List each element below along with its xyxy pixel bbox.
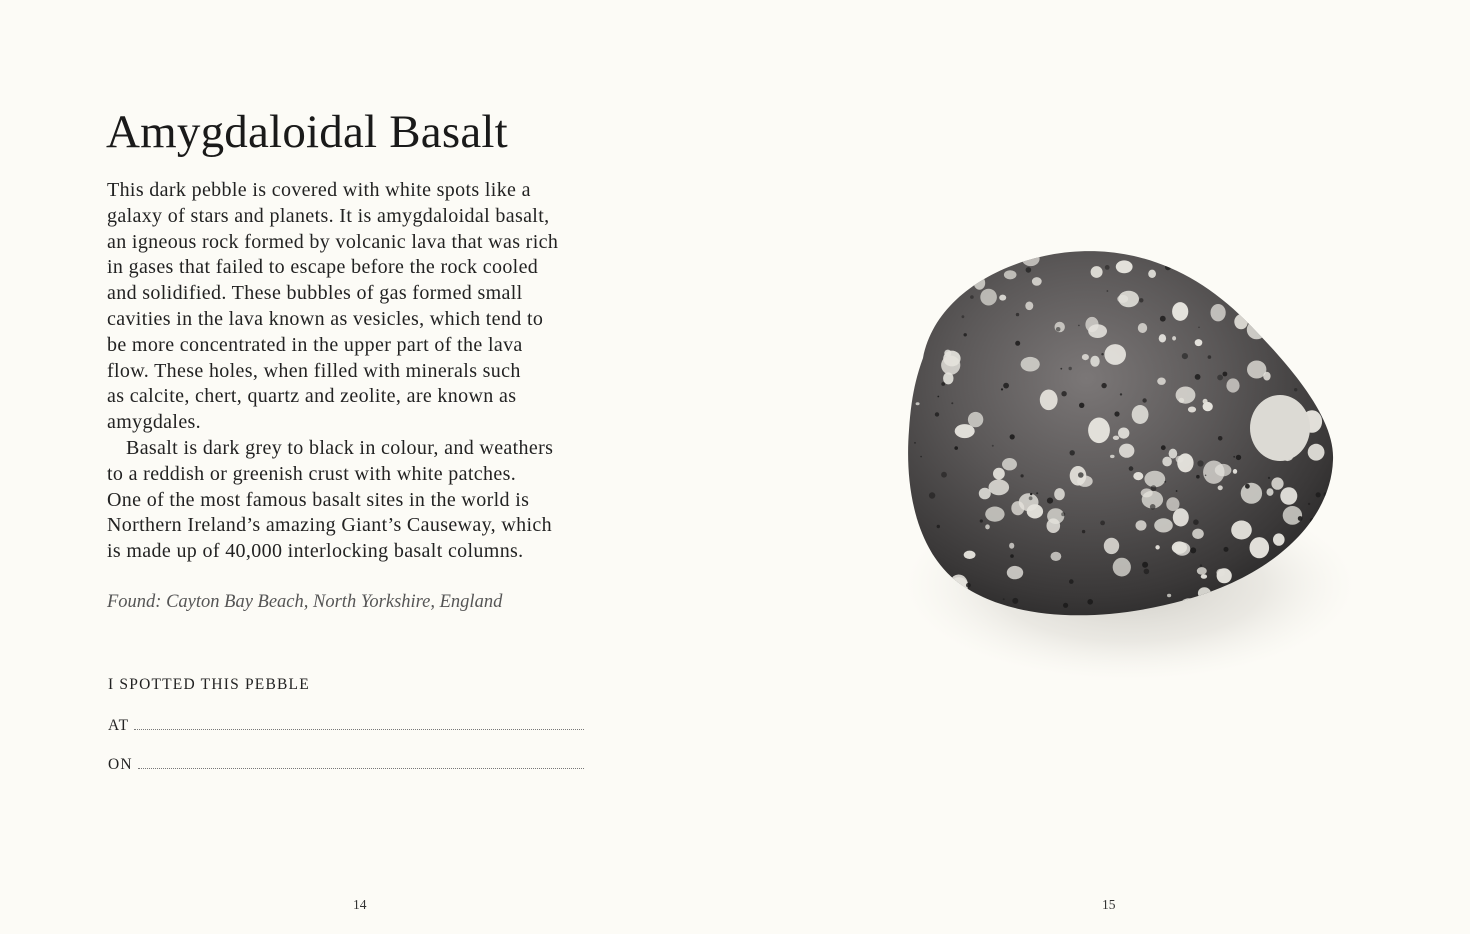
on-dotted-line[interactable] <box>138 768 584 769</box>
body-line: as calcite, chert, quartz and zeolite, are known as <box>107 385 517 408</box>
body-line: and solidified. These bubbles of gas formed small <box>107 282 523 305</box>
description-text <box>107 178 597 565</box>
body-line: Basalt is dark grey to black in colour, and weathers <box>126 436 554 459</box>
found-location: Found: Cayton Bay Beach, North Yorkshire, England <box>107 592 503 612</box>
page-number-left: 14 <box>353 897 367 912</box>
page-number-right: 15 <box>1102 897 1116 912</box>
body-line: an igneous rock formed by volcanic lava that was rich <box>107 230 559 253</box>
body-line: amygdales. <box>107 411 202 434</box>
at-label: AT <box>108 717 130 734</box>
body-line: be more concentrated in the upper part of the lava <box>107 333 523 356</box>
body-line: Northern Ireland’s amazing Giant’s Causeway, which <box>107 514 552 537</box>
page-title: Amygdaloidal Basalt <box>106 106 508 158</box>
body-line: in gases that failed to escape before the rock cooled <box>107 256 539 279</box>
right-page <box>735 0 1470 934</box>
at-field[interactable] <box>108 713 584 735</box>
spotted-heading: I SPOTTED THIS PEBBLE <box>108 676 310 693</box>
body-line: cavities in the lava known as vesicles, which tend to <box>107 307 544 330</box>
body-line: galaxy of stars and planets. It is amygdaloidal basalt, <box>107 204 550 227</box>
body-line: This dark pebble is covered with white spots like a <box>107 179 531 201</box>
basalt-pebble-image <box>895 240 1365 690</box>
body-line: to a reddish or greenish crust with white patches. <box>107 462 517 485</box>
body-line: flow. These holes, when filled with minerals such <box>107 359 521 382</box>
body-line: is made up of 40,000 interlocking basalt columns. <box>107 540 524 563</box>
on-field[interactable] <box>108 752 584 774</box>
pebble-illustration <box>895 240 1365 690</box>
on-label: ON <box>108 756 133 773</box>
body-line: One of the most famous basalt sites in the world is <box>107 488 530 511</box>
at-dotted-line[interactable] <box>134 729 584 730</box>
